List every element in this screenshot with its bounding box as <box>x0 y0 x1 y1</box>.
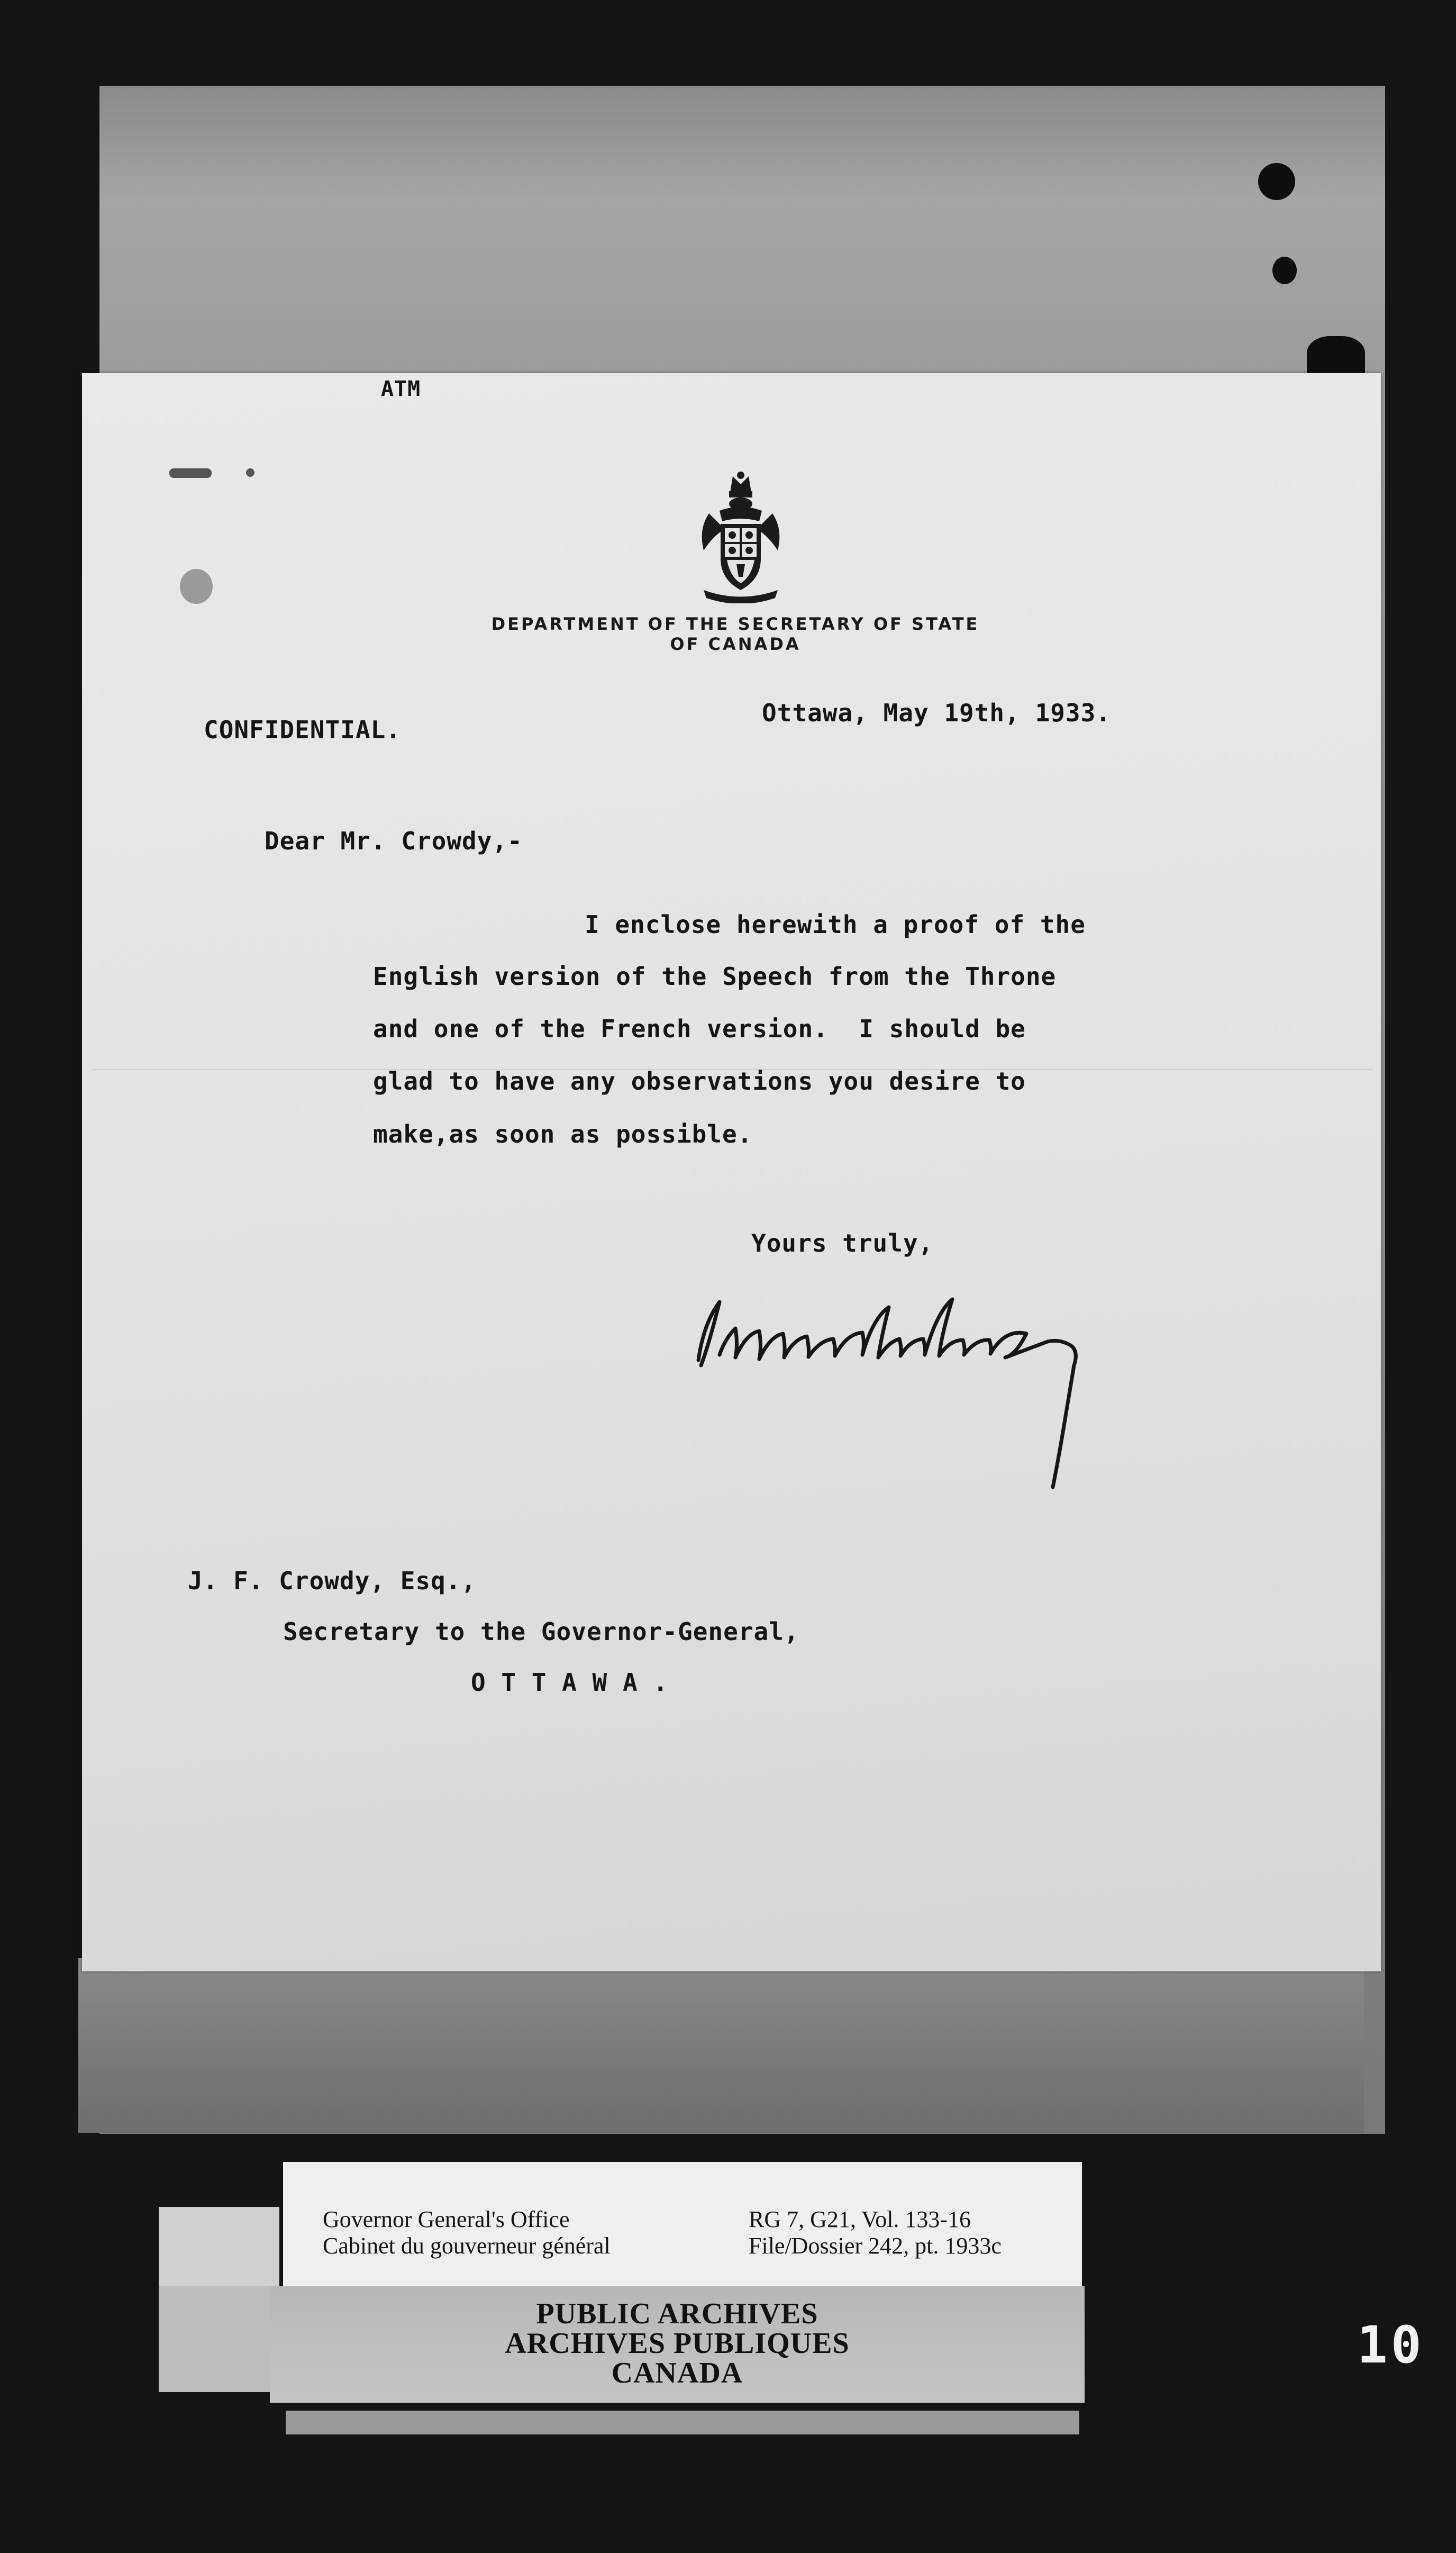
office-name-en: Governor General's Office <box>323 2206 570 2232</box>
coat-of-arms-icon <box>688 471 794 603</box>
body-line: make,as soon as possible. <box>373 1120 753 1148</box>
backing-board-bottom <box>78 1958 1364 2133</box>
binder-hole <box>1272 257 1297 284</box>
body-line: English version of the Speech from the Throne <box>373 962 1057 991</box>
body-line: and one of the French version. I should be <box>373 1015 1026 1043</box>
classification-label: CONFIDENTIAL. <box>204 716 402 744</box>
closing: Yours truly, <box>751 1229 934 1257</box>
label-strip <box>286 2411 1079 2434</box>
binder-hole <box>1307 336 1365 378</box>
addressee-title: Secretary to the Governor-General, <box>283 1617 799 1646</box>
letter-sheet <box>82 373 1381 1971</box>
backing-board-top <box>99 86 1385 372</box>
ink-mark <box>246 468 254 477</box>
body-line: glad to have any observations you desire to <box>373 1067 1026 1096</box>
dateline: Ottawa, May 19th, 1933. <box>762 699 1111 727</box>
stamp-line-1: PUBLIC ARCHIVES <box>536 2297 818 2330</box>
addressee-city: O T T A W A . <box>471 1668 669 1697</box>
stamp-line-3: CANADA <box>611 2357 743 2389</box>
frame-number: 10 <box>1357 2315 1425 2368</box>
stamp-line-2: ARCHIVES PUBLIQUES <box>505 2327 850 2360</box>
handwritten-signature <box>688 1291 1270 1503</box>
ink-mark <box>169 468 212 478</box>
typist-initials: ATM <box>381 377 421 401</box>
letterhead-line-1: DEPARTMENT OF THE SECRETARY OF STATE <box>491 614 980 634</box>
body-line: I enclose herewith a proof of the <box>585 910 1086 939</box>
punch-hole <box>180 569 213 604</box>
salutation: Dear Mr. Crowdy,- <box>265 827 523 855</box>
label-tab <box>159 2286 275 2392</box>
archive-reference: RG 7, G21, Vol. 133-16 <box>749 2206 971 2232</box>
archive-file: File/Dossier 242, pt. 1933c <box>749 2233 1002 2259</box>
letterhead-line-2: OF CANADA <box>670 634 801 654</box>
office-name-fr: Cabinet du gouverneur général <box>323 2233 611 2259</box>
addressee-name: J. F. Crowdy, Esq., <box>188 1567 477 1595</box>
binder-hole <box>1258 163 1295 200</box>
